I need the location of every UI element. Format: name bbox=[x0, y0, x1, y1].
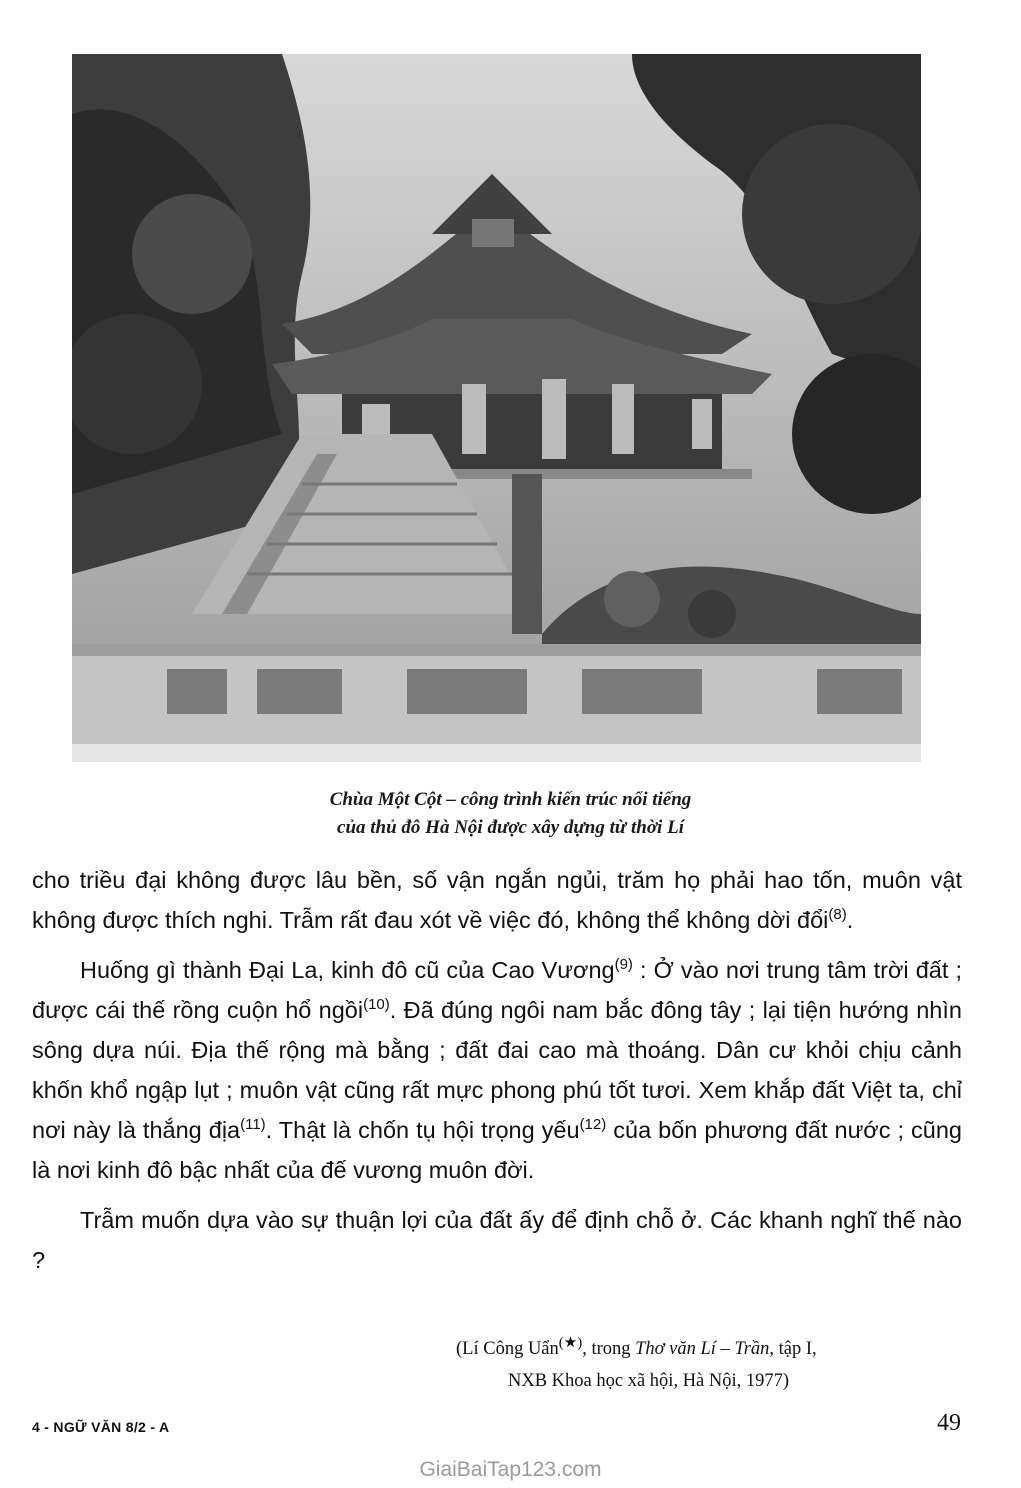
caption-line-1: Chùa Một Cột – công trình kiến trúc nổi tiếng bbox=[329, 789, 692, 810]
source-line-1 bbox=[456, 1333, 926, 1365]
caption-line-2: của thủ đô Hà Nội được xây dựng từ thời Lí bbox=[337, 817, 684, 838]
paragraph-2-s4: . Thật là chốn tụ hội trọng yếu bbox=[265, 1117, 580, 1143]
source-citation bbox=[456, 1333, 926, 1397]
main-text bbox=[32, 860, 962, 1290]
paragraph-2 bbox=[32, 950, 962, 1190]
paragraph-1-end: . bbox=[846, 907, 854, 933]
source-book-title: Thơ văn Lí – Trần bbox=[635, 1339, 770, 1359]
watermark-text: GiaiBaiTap123.com bbox=[419, 1458, 602, 1481]
footnote-ref-12[interactable]: (12) bbox=[579, 1116, 607, 1134]
one-pillar-pagoda-photo bbox=[72, 54, 921, 762]
footnote-ref-9[interactable]: (9) bbox=[614, 956, 633, 974]
paragraph-1-text: cho triều đại không được lâu bền, số vận ngắn ngủi, trăm họ phải hao tốn, muôn vật không được thích nghi. Trẫm rất đau xót về việc đó, không thể không dời đổi bbox=[32, 867, 962, 933]
paragraph-3 bbox=[32, 1200, 962, 1280]
source-connector: , trong bbox=[582, 1339, 636, 1359]
paragraph-2-s3: . Đã đúng ngôi nam bắc đông tây ; lại tiện hướng nhìn sông dựa núi. Địa thế rộng mà bằng ; đất đai cao mà thoáng. Dân cư khỏi chịu cảnh khốn khổ ngập lụt ; muôn vật cũng rất mực phong phú tốt tươi. Xem khắp đất Việt ta, chỉ nơi này là thắng địa bbox=[32, 997, 962, 1143]
author-note-ref[interactable]: (★) bbox=[558, 1334, 583, 1351]
paragraph-2-s1: Huống gì thành Đại La, kinh đô cũ của Cao Vương bbox=[80, 957, 615, 983]
page-number: 49 bbox=[937, 1410, 961, 1436]
paragraph-2-s2: : Ở vào nơi trung tâm trời đất ; được cái thế rồng cuộn hổ ngồi bbox=[32, 957, 963, 1023]
source-author: (Lí Công Uẩn bbox=[456, 1339, 559, 1359]
book-signature: 4 - NGỮ VĂN 8/2 - A bbox=[32, 1419, 170, 1435]
footnote-ref-8[interactable]: (8) bbox=[828, 906, 847, 924]
paragraph-3-text: Trẫm muốn dựa vào sự thuận lợi của đất ấy để định chỗ ở. Các khanh nghĩ thế nào ? bbox=[32, 1207, 962, 1273]
footnote-ref-11[interactable]: (11) bbox=[240, 1116, 266, 1134]
paragraph-2-s5: của bốn phương đất nước ; cũng là nơi kinh đô bậc nhất của đế vương muôn đời. bbox=[32, 1117, 962, 1183]
pagoda-illustration bbox=[72, 54, 921, 762]
paragraph-1 bbox=[32, 860, 962, 940]
source-line-2: NXB Khoa học xã hội, Hà Nội, 1977) bbox=[508, 1371, 790, 1391]
photo-caption bbox=[0, 786, 1021, 842]
source-volume: , tập I, bbox=[769, 1339, 817, 1359]
footnote-ref-10[interactable]: (10) bbox=[363, 996, 390, 1014]
